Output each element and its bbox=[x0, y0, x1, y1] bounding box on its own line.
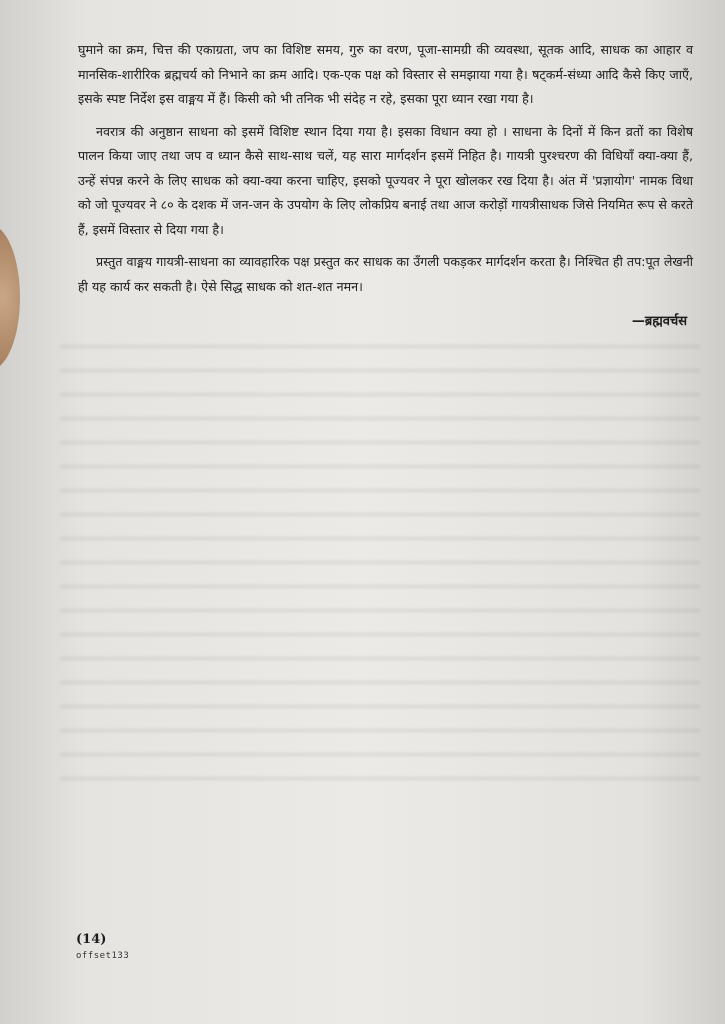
holding-finger bbox=[0, 225, 20, 370]
paragraph-3: प्रस्तुत वाङ्मय गायत्री-साधना का व्यावहारिक पक्ष प्रस्तुत कर साधक का उँगली पकड़कर मार्गदर्शन करता है। निश्चित ही तप:पूत लेखनी ही यह कार्य कर सकती है। ऐसे सिद्ध साधक को शत-शत नमन। bbox=[78, 254, 693, 294]
print-code: offset133 bbox=[76, 951, 130, 961]
paragraph-2: नवरात्र की अनुष्ठान साधना को इसमें विशिष्ट स्थान दिया गया है। इसका विधान क्या हो । साधना के दिनों में किन व्रतों का विशेष पालन किया जाए तथा जप व ध्यान कैसे साथ-साथ चलें, यह सारा मार्गदर्शन इसमें निहित है। गायत्री पुरश्चरण की विधियाँ क्या-क्या हैं, उन्हें संपन्न करने के लिए साधक को क्या-क्या करना चाहिए, इसको पूज्यवर ने पूरा खोलकर रख दिया है। अंत में 'प्रज्ञायोग' नामक विधा को जो पूज्यवर ने ८० के दशक में जन-जन के उपयोग के लिए लोकप्रिय बनाई तथा आज करोड़ों गायत्रीसाधक जिसे नियमित रूप से करते हैं, इसमें विस्तार से दिया गया है। bbox=[78, 123, 693, 237]
author-signature: —ब्रह्मवर्चस bbox=[631, 314, 687, 329]
page-number: (14) bbox=[76, 932, 107, 947]
paragraph-1: घुमाने का क्रम, चित्त की एकाग्रता, जप का विशिष्ट समय, गुरु का वरण, पूजा-सामग्री की व्यवस्था, सूतक आदि, साधक का आहार व मानसिक-शारीरिक ब्रह्मचर्य को निभाने का क्रम आदि। एक-एक पक्ष को विस्तार से समझाया गया है। षट्कर्म-संध्या आदि कैसे किए जाएँ, इसके स्पष्ट निर्देश इस वाङ्मय में हैं। किसी को भी तनिक भी संदेह न रहे, इसका पूरा ध्यान रखा गया है। bbox=[78, 42, 693, 106]
show-through-text bbox=[60, 330, 700, 800]
page-body bbox=[78, 38, 693, 329]
